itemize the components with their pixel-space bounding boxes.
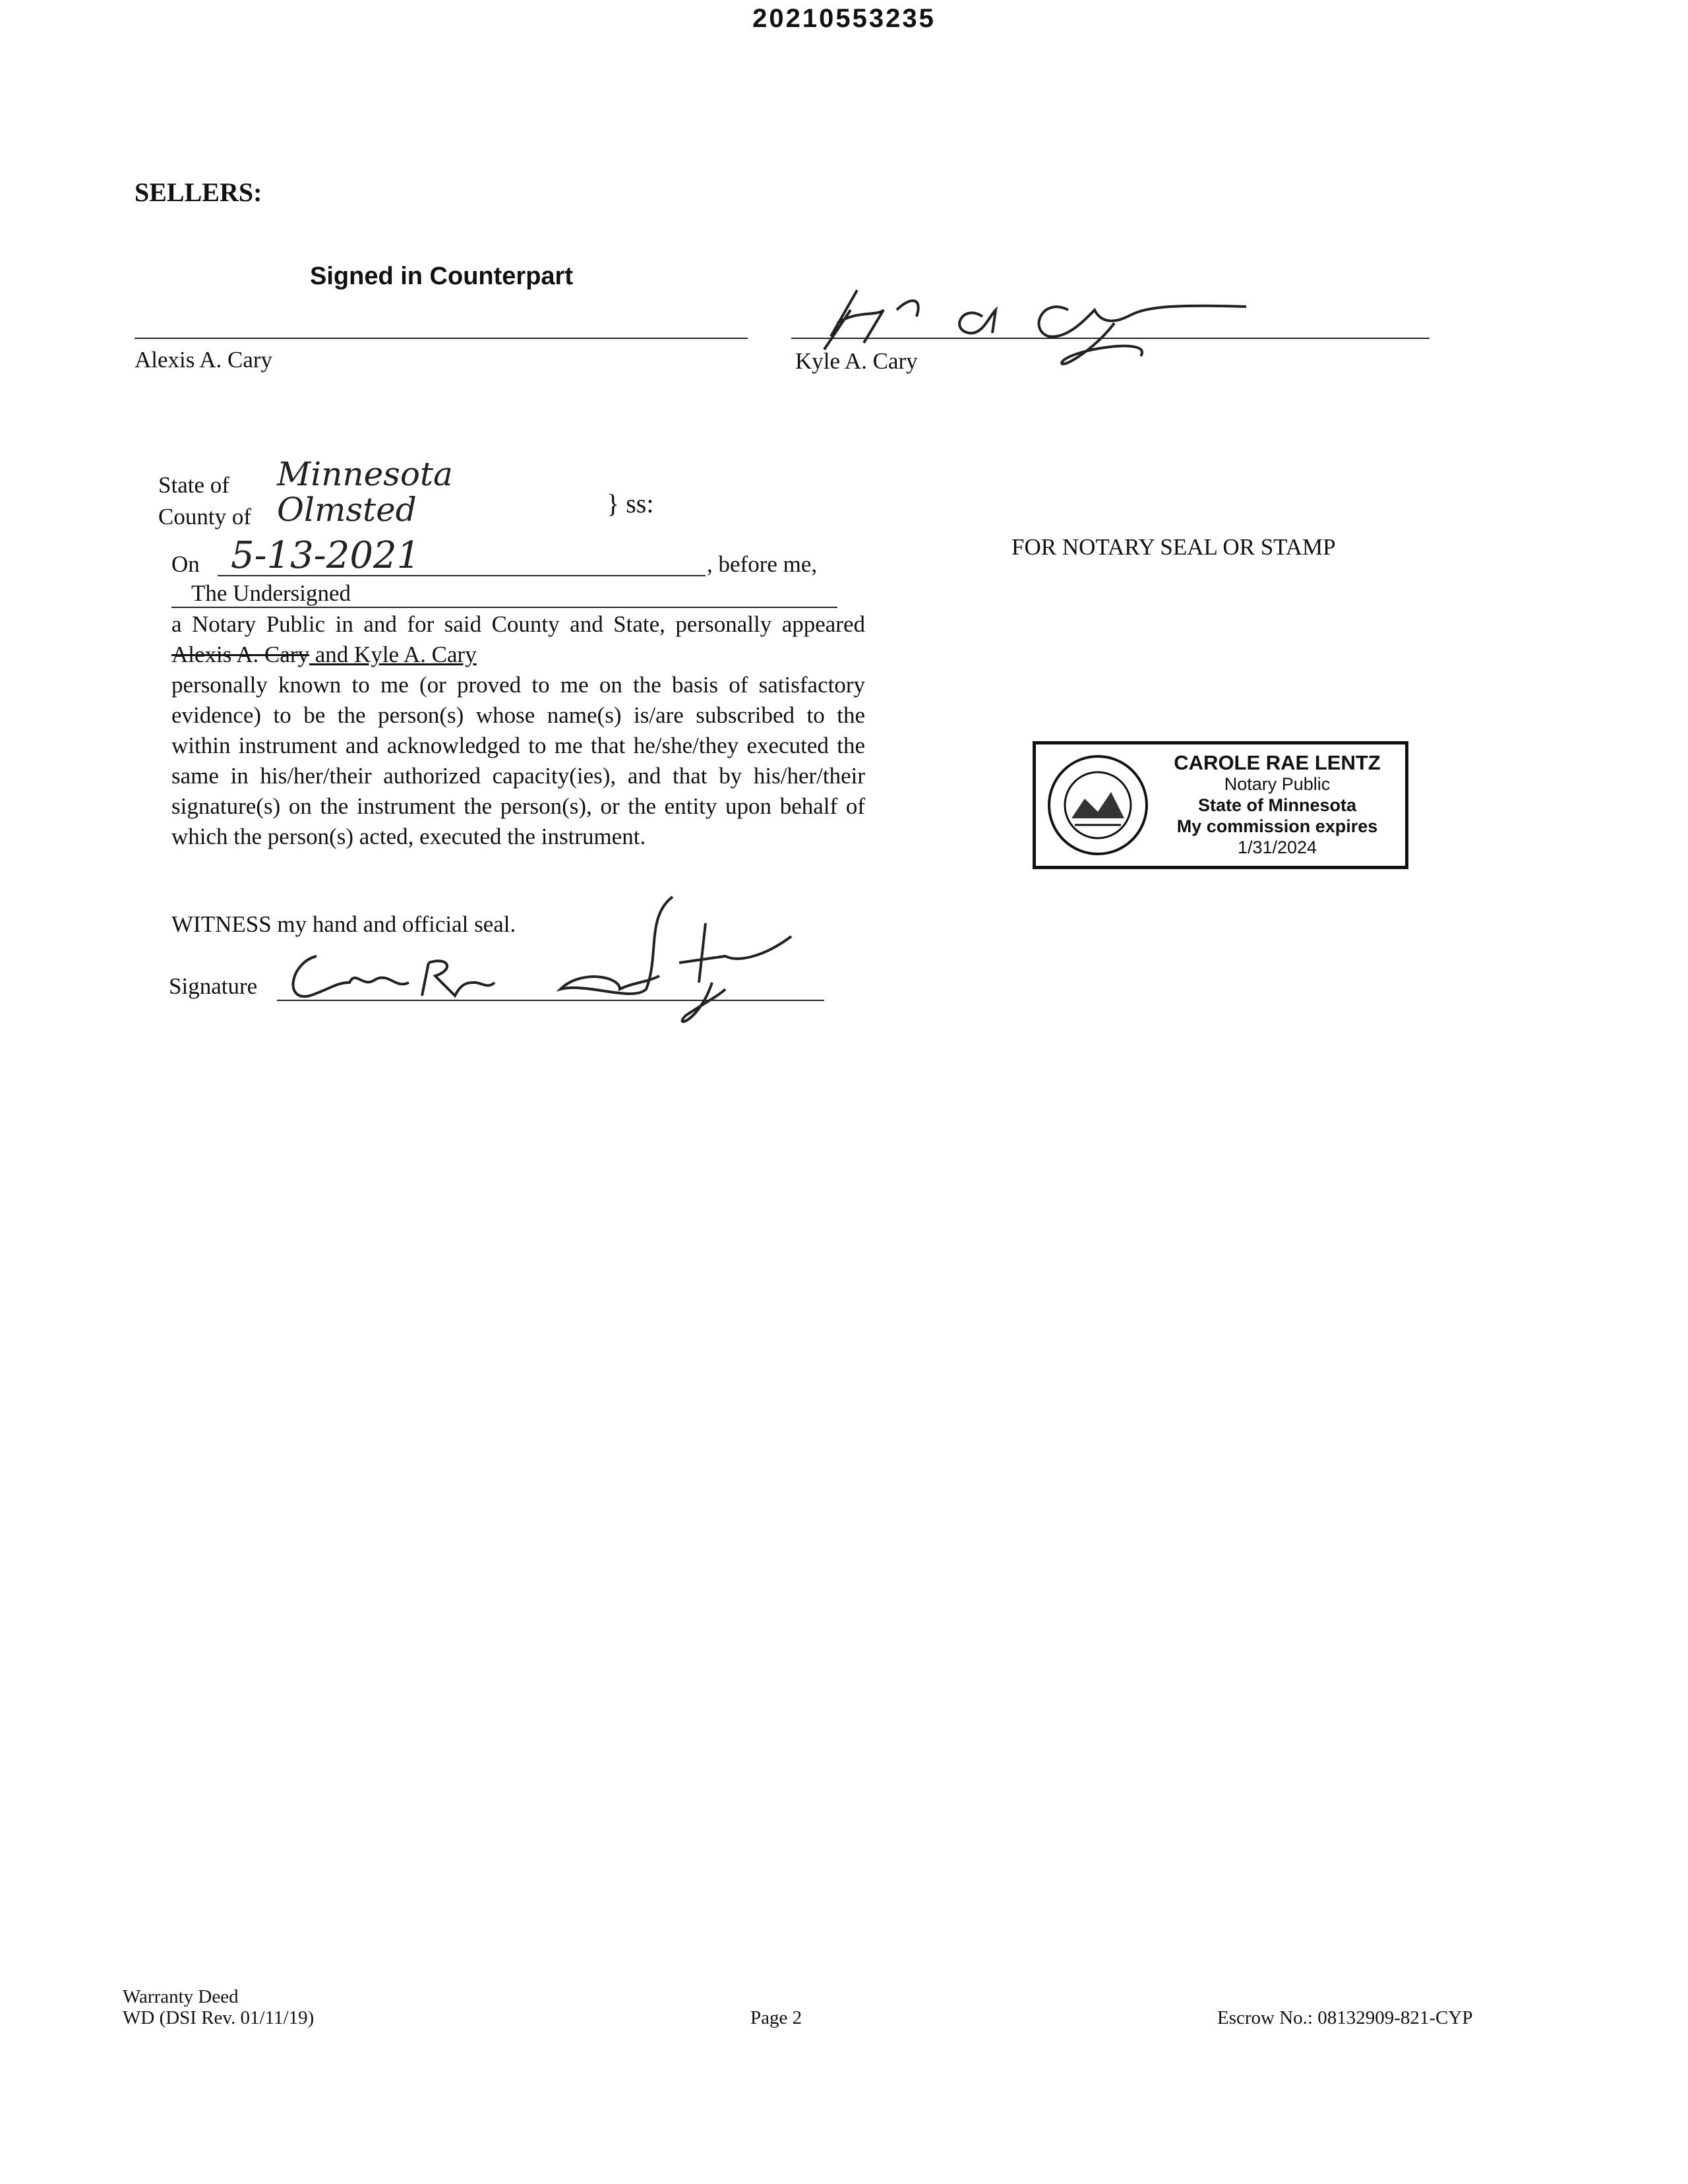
signature-label: Signature <box>169 973 258 999</box>
seller-signature-line-left <box>135 338 748 339</box>
footer-page-number: Page 2 <box>750 2007 802 2028</box>
county-label: County of <box>158 504 251 530</box>
date-handwritten: 5-13-2021 <box>231 534 421 577</box>
stamp-state: State of Minnesota <box>1197 795 1357 815</box>
seal-area-label: FOR NOTARY SEAL OR STAMP <box>1011 534 1336 560</box>
footer-escrow-number: Escrow No.: 08132909-821-CYP <box>1217 2007 1473 2028</box>
signed-in-counterpart-note: Signed in Counterpart <box>310 262 573 290</box>
stamp-title: Notary Public <box>1224 774 1331 794</box>
document-number: 20210553235 <box>752 4 936 33</box>
appeared-names: and Kyle A. Cary <box>309 642 477 667</box>
notary-signature <box>277 890 804 1042</box>
seller-name-right: Kyle A. Cary <box>795 348 918 374</box>
state-seal-icon <box>1045 752 1151 858</box>
county-handwritten: Olmsted <box>277 491 417 529</box>
on-label: On <box>171 551 200 577</box>
undersigned-line <box>171 607 837 608</box>
before-me-text: , before me, <box>707 551 818 577</box>
seller-name-left: Alexis A. Cary <box>135 347 273 373</box>
undersigned-text: The Undersigned <box>191 580 351 606</box>
notary-acknowledgment-paragraph: personally known to me (or proved to me on the basis of satisfactory evidence) to be the person(s) whose name(s) is/are subscribed to the within instrument and acknowledged to me that he/she/they executed the same in his/her/their authorized capacity(ies), and that by his/her/their signature(s) on the instrument the person(s), or the entity upon behalf of which the person(s) acted, executed the instrument. <box>171 672 865 849</box>
stamp-commission-label: My commission expires <box>1176 816 1378 836</box>
stamp-name: CAROLE RAE LENTZ <box>1174 751 1381 774</box>
ss-venue-mark: } ss: <box>607 489 654 518</box>
witness-text: WITNESS my hand and official seal. <box>171 911 516 937</box>
intro-text: a Notary Public in and for said County and State, personally appeared <box>171 611 865 637</box>
seller-signature-line-right <box>791 338 1430 339</box>
sellers-heading: SELLERS: <box>135 177 262 207</box>
footer-form-title: Warranty Deed <box>123 1986 239 2007</box>
notary-intro-paragraph <box>171 609 865 670</box>
state-label: State of <box>158 472 229 498</box>
notary-stamp <box>1033 741 1408 869</box>
date-line <box>218 575 706 576</box>
footer-form-revision: WD (DSI Rev. 01/11/19) <box>123 2007 315 2028</box>
state-handwritten: Minnesota <box>277 455 453 493</box>
struck-appeared-name: Alexis A. Cary <box>171 642 310 667</box>
stamp-expiration-date: 1/31/2024 <box>1237 837 1317 857</box>
